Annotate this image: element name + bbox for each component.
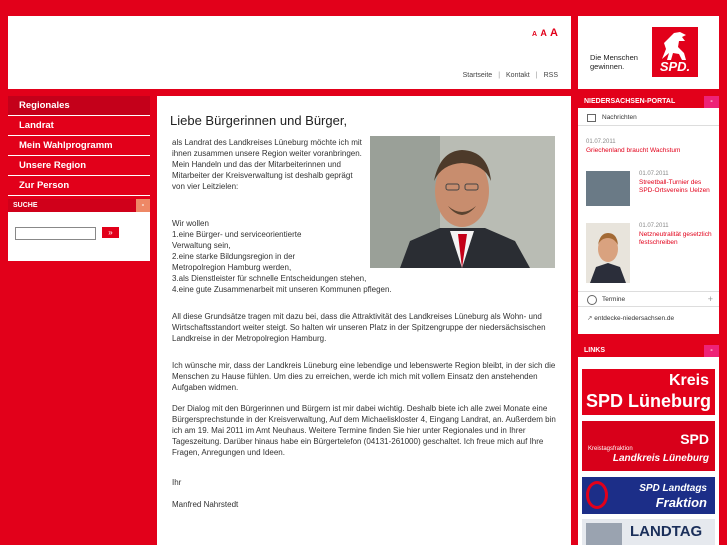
article-list: Wir wollen 1.eine Bürger- und serviceorientierte Verwaltung sein, 2.eine starke Bildungsregion in der Metropolregion Hamburg werden, 3.als Dienstleister für schnelle Entscheidungen stehen, 4.eine gute Zusammenarbeit mit unseren Kommunen pflegen. [172, 219, 392, 294]
nav-regionales[interactable]: Regionales [8, 96, 150, 116]
top-navigation [463, 72, 558, 79]
article-paragraph: Der Dialog mit den Bürgerinnen und Bürgern ist mir dabei wichtig. Deshalb biete ich alle zwei Monate eine Bürgersprechstunde in der Kreisverwaltung, Auf dem Michaeliskloster 4, Eingang Landrat, an. Außerdem bin ich am 19. Mai 2011 im Amt Neuhaus. Weitere Termine finden Sie hier unter Regionales und in Ihrer Tageszeitung. Darüber hinaus habe ein Bürgertelefon (04131-261000) geschaltet. Ich freue mich auf Ihre Fragen, Anregungen und Ideen. [172, 404, 556, 457]
topnav-kontakt[interactable]: Kontakt [506, 72, 530, 79]
collapse-icon[interactable]: - [704, 345, 719, 357]
expand-icon[interactable]: + [707, 294, 713, 304]
banner-spd-landtagsfraktion[interactable]: SPD Landtags Fraktion [582, 477, 715, 514]
right-sidebar [578, 96, 719, 334]
horse-icon [652, 29, 698, 63]
article-signature: Manfred Nahrstedt [172, 500, 239, 509]
collapse-icon[interactable]: - [704, 96, 719, 108]
topnav-startseite[interactable]: Startseite [462, 72, 493, 79]
article-closing: Ihr [172, 478, 182, 487]
topnav-rss[interactable]: RSS [543, 72, 558, 79]
portal-title: NIEDERSACHSEN-PORTAL - [578, 96, 719, 108]
news-thumbnail[interactable] [586, 223, 630, 283]
separator: | [535, 72, 538, 79]
font-size-large[interactable]: A [550, 27, 558, 39]
news-link[interactable]: Streetball-Turnier des SPD-Ortsvereins Uelzen [639, 179, 710, 194]
entdecke-link[interactable]: ↗ entdecke-niedersachsen.de [587, 315, 675, 322]
news-date: 01.07.2011 [639, 171, 669, 177]
niedersachsen-portal [578, 96, 719, 334]
news-date: 01.07.2011 [639, 223, 669, 229]
search-box [8, 199, 150, 261]
links-box [578, 345, 719, 545]
news-date: 01.07.2011 [586, 139, 616, 145]
main-content [157, 96, 571, 545]
nav-zur-person[interactable]: Zur Person [8, 176, 150, 196]
search-title: SUCHE - [8, 199, 150, 212]
spd-logo-area[interactable] [578, 16, 719, 89]
logo-tagline: Die Menschen gewinnen. [590, 53, 638, 71]
landtag-logo-icon [586, 481, 608, 509]
article-paragraph: als Landrat des Landkreises Lüneburg möchte ich mit ihnen zusammen unsere Region weiter voranbringen. Mein Handeln und das der Mitarbeiterinnen und Mitarbeiter der Kreisverwaltung ist deshalb geprägt von vier Leitzielen: [172, 138, 362, 191]
nav-unsere-region[interactable]: Unsere Region [8, 156, 150, 176]
tab-termine[interactable]: Termine + [578, 291, 719, 307]
banner-landtag[interactable]: LANDTAG [582, 519, 715, 545]
header [8, 16, 571, 89]
font-size-switcher [531, 27, 558, 39]
spd-logo [652, 27, 698, 77]
news-icon [587, 114, 596, 122]
font-size-medium[interactable]: A [540, 28, 547, 38]
spd-wordmark: SPD. [659, 59, 691, 74]
nav-wahlprogramm[interactable]: Mein Wahlprogramm [8, 136, 150, 156]
clock-icon [587, 295, 597, 305]
font-size-small[interactable]: A [532, 31, 538, 38]
news-thumbnail[interactable] [586, 171, 630, 206]
external-link-icon: ↗ [587, 315, 595, 322]
banner-spd-kreis-lueneburg[interactable]: Kreis SPD Lüneburg [582, 369, 715, 415]
building-icon [586, 523, 622, 545]
article-paragraph: Ich wünsche mir, dass der Landkreis Lüneburg eine lebendige und lebenswerte Region bleibt, in der sich die Menschen zu Hause fühlen. Um dies zu erreichen, werde ich mich mit vollem Einsatz den anstehenden Aufgaben widmen. [172, 361, 556, 392]
nav-landrat[interactable]: Landrat [8, 116, 150, 136]
links-title: LINKS - [578, 345, 719, 357]
article-paragraph: All diese Grundsätze tragen mit dazu bei, dass die Attraktivität des Landkreises Lüneburg als Wohn- und Wirtschaftsstandort weiter steigt. So halten wir unseren Platz in der Spitzengruppe der niedersächsischen Landkreise in der Metropolregion Hamburg. [172, 312, 546, 343]
search-button[interactable]: » [102, 227, 119, 238]
banner-kreistagsfraktion[interactable]: SPD Kreistagsfraktion Landkreis Lüneburg [582, 421, 715, 471]
left-sidebar [8, 96, 150, 261]
page-title: Liebe Bürgerinnen und Bürger, [170, 113, 348, 128]
news-link[interactable]: Griechenland braucht Wachstum [586, 147, 681, 154]
collapse-icon[interactable]: - [136, 199, 150, 212]
tab-nachrichten[interactable]: Nachrichten [578, 110, 719, 126]
search-input[interactable] [15, 227, 96, 240]
news-link[interactable]: Netzneutralität gesetzlich festschreiben [639, 231, 712, 246]
separator: | [498, 72, 501, 79]
